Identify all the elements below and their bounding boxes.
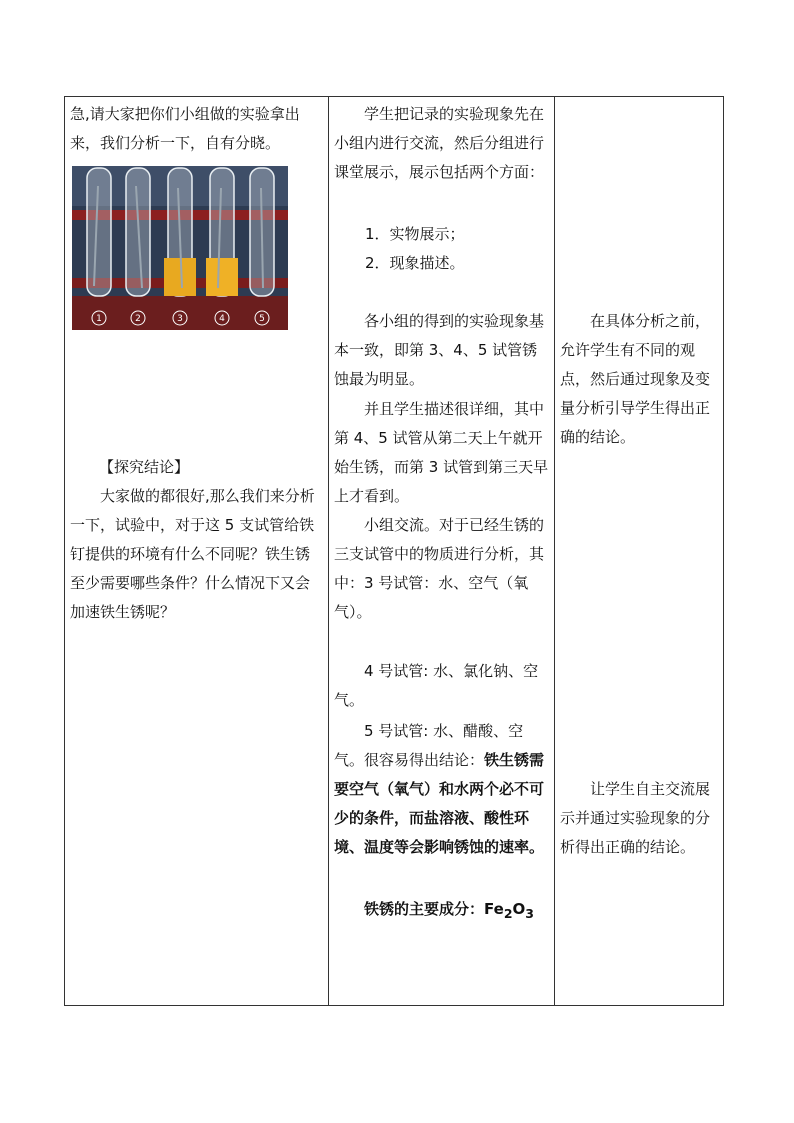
list-item-1: 1．实物展示； <box>365 225 465 243</box>
rust-formula-sub2: 3 <box>525 906 534 921</box>
tube-label-1: 1 <box>96 314 102 324</box>
tube-label-5: 5 <box>259 314 265 324</box>
conclusion-text <box>334 746 550 862</box>
left-intro-text: 急,请大家把你们小组做的实验拿出来，我们分析一下，自有分晓。 <box>70 105 300 152</box>
rust-label: 铁锈的主要成分： <box>364 900 485 918</box>
conclusion-bold: 铁生锈需要空气（氧气）和水两个必不可少的条件，而盐溶液、酸性环境、温度等会影响锈蚀的速率。 <box>334 751 545 856</box>
tube-label-4: 4 <box>219 314 225 324</box>
left-column <box>65 97 328 1005</box>
tube-5-contents: 5 号试管: 水、醋酸、空气。 <box>334 722 524 769</box>
lesson-table <box>64 96 724 1006</box>
conclusion-lead: 很容易得出结论： <box>364 751 485 769</box>
middle-para-1: 学生把记录的实验现象先在小组内进行交流，然后分组进行课堂展示，展示包括两个方面： <box>334 105 545 181</box>
rust-composition <box>334 895 550 928</box>
middle-para-2: 各小组的得到的实验现象基本一致，即第 3、4、5 试管锈蚀最为明显。 <box>334 312 545 388</box>
tube-4-contents: 4 号试管: 水、氯化钠、空气。 <box>334 662 539 709</box>
rust-formula-o: O <box>512 900 526 918</box>
list-item-2: 2．现象描述。 <box>365 254 465 272</box>
teacher-note-2: 让学生自主交流展示并通过实验现象的分析得出正确的结论。 <box>560 780 711 856</box>
section-heading: 【探究结论】 <box>99 458 190 476</box>
test-tubes-photo <box>72 166 288 330</box>
tube-label-3: 3 <box>177 314 183 324</box>
tube-label-2: 2 <box>135 314 141 324</box>
rust-formula-sub1: 2 <box>503 906 513 921</box>
tube-3-contents: 3 号试管：水、空气（氧气）。 <box>334 574 529 621</box>
right-column <box>555 97 725 1005</box>
middle-para-4: 小组交流。对于已经生锈的三支试管中的物质进行分析，其中： <box>334 516 545 592</box>
middle-column <box>329 97 554 1005</box>
left-question-text: 大家做的都很好,那么我们来分析一下，试验中，对于这 5 支试管给铁钉提供的环境有什么不同呢？铁生锈至少需要哪些条件？什么情况下又会加速铁生锈呢？ <box>70 487 315 621</box>
rust-formula-fe: Fe <box>484 900 504 918</box>
middle-para-3: 并且学生描述很详细，其中第 4、5 试管从第二天上午就开始生锈，而第 3 试管到第三天早上才看到。 <box>334 400 549 505</box>
teacher-note-1: 在具体分析之前，允许学生有不同的观点，然后通过现象及变量分析引导学生得出正确的结论。 <box>560 312 711 446</box>
